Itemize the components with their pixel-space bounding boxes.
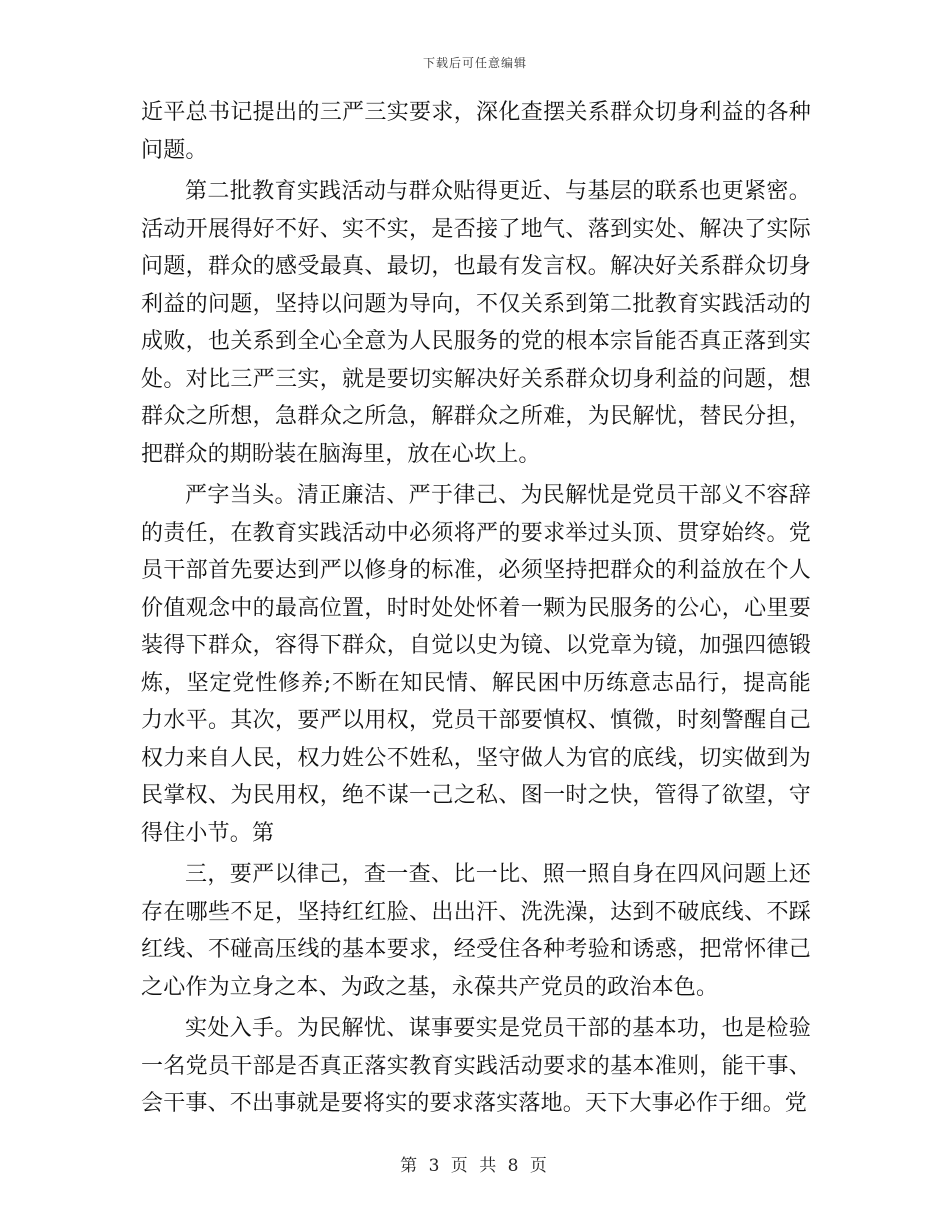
- page-header: 下载后可任意编辑: [422, 56, 527, 70]
- paragraph: 第二批教育实践活动与群众贴得更近、与基层的联系也更紧密。活动开展得好不好、实不实，是否接了地气、落到实处、解决了实际问题，群众的感受最真、最切，也最有发言权。解决好关系群众切身利益的问题，坚持以问题为导向，不仅关系到第二批教育实践活动的成败，也关系到全心全意为人民服务的党的根本宗旨能否真正落到实处。对比三严三实，就是要切实解决好关系群众切身利益的问题，想群众之所想，急群众之所急，解群众之所难，为民解忧，替民分担，把群众的期盼装在脑海里，放在心坎上。: [141, 179, 811, 467]
- paragraph: 三，要严以律己，查一查、比一比、照一照自身在四风问题上还存在哪些不足，坚持红红脸、出出汗、洗洗澡，达到不破底线、不踩红线、不碰高压线的基本要求，经受住各种考验和诱惑，把常怀律己之心作为立身之本、为政之基，永葆共产党员的政治本色。: [141, 862, 811, 1000]
- paragraph-continuation: 近平总书记提出的三严三实要求，深化查摆关系群众切身利益的各种问题。: [141, 100, 811, 163]
- paragraph: 严字当头。清正廉洁、严于律己、为民解忧是党员干部义不容辞的责任，在教育实践活动中必须将严的要求举过头顶、贯穿始终。党员干部首先要达到严以修身的标准，必须坚持把群众的利益放在个人价值观念中的最高位置，时时处处怀着一颗为民服务的公心，心里要装得下群众，容得下群众，自觉以史为镜、以党章为镜，加强四德锻炼，坚定党性修养;不断在知民情、解民困中历练意志品行，提高能力水平。其次，要严以用权，党员干部要慎权、慎微，时刻警醒自己权力来自人民，权力姓公不姓私，坚守做人为官的底线，切实做到为民掌权、为民用权，绝不谋一己之私、图一时之快，管得了欲望，守得住小节。第: [141, 483, 811, 846]
- paragraph: 实处入手。为民解忧、谋事要实是党员干部的基本功，也是检验一名党员干部是否真正落实教育实践活动要求的基本准则，能干事、会干事、不出事就是要将实的要求落实落地。天下大事必作于细。党: [141, 1016, 811, 1116]
- document-body: [141, 94, 811, 1123]
- page-number-footer: 第 3 页 共 8 页: [400, 1156, 550, 1176]
